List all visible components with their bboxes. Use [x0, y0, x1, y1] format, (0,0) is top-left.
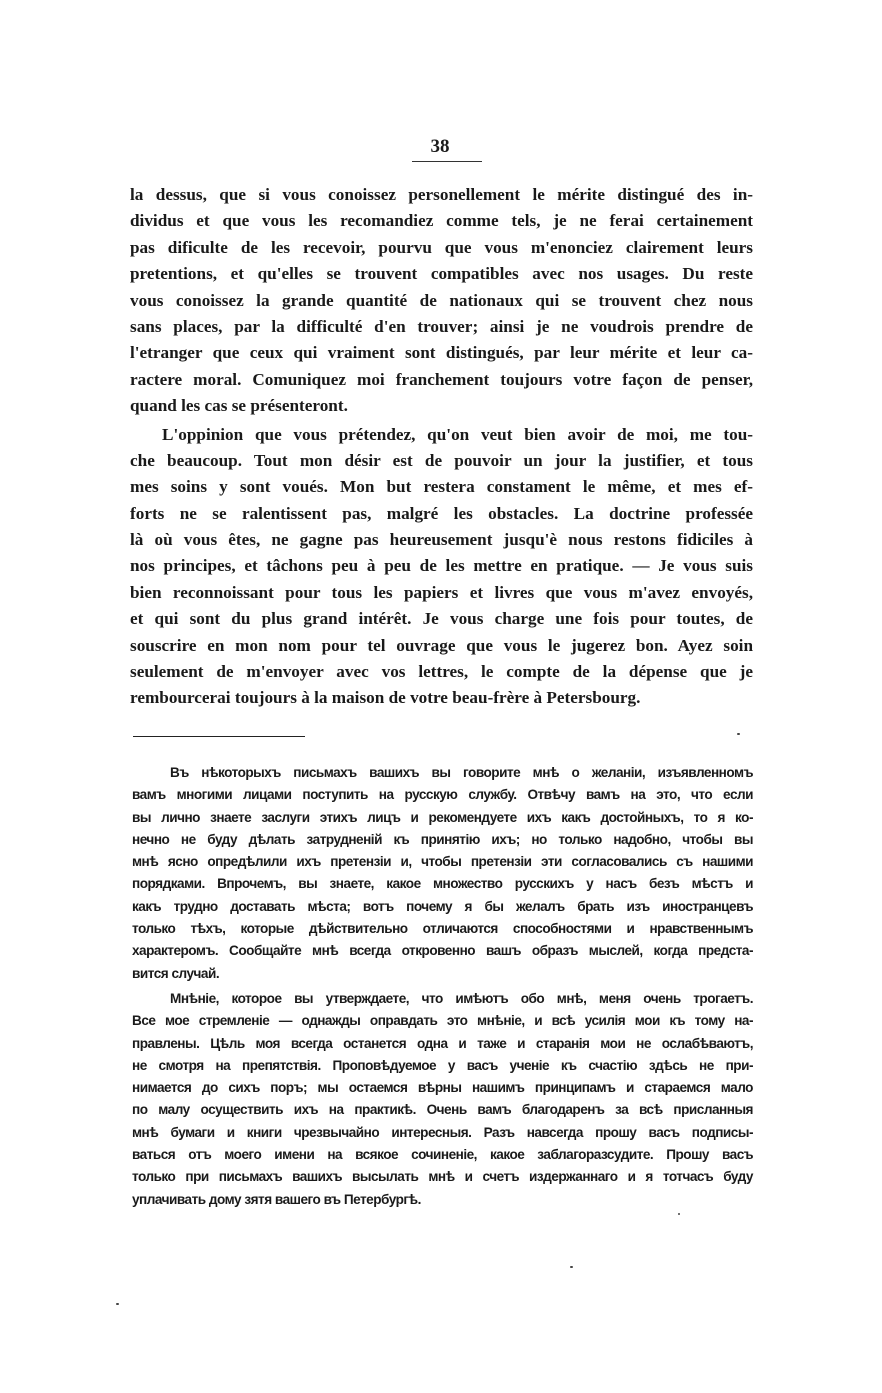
text-line: et qui sont du plus grand intérêt. Je vous charge une fois pour toutes, de	[130, 609, 753, 629]
text-line: какъ трудно доставать мѣста; вотъ почему я бы желалъ брать изъ иностранцевъ	[132, 898, 753, 914]
page-number-rule	[412, 161, 482, 162]
text-line: Въ нѣкоторыхъ письмахъ вашихъ вы говорите мнѣ о желаніи, изъявленномъ	[170, 765, 753, 780]
text-line: нечно не буду дѣлать затрудненій къ принятію ихъ; но только надобно, чтобы вы	[132, 831, 753, 847]
paragraph	[130, 182, 753, 420]
text-line: dividus et que vous les recomandiez comme tels, je ne ferai certainement	[130, 211, 753, 231]
scan-speck	[737, 733, 740, 735]
text-line: вится случай.	[132, 965, 220, 981]
text-line: правлены. Цѣль моя всегда останется одна и таже и старанія мои не ослабѣваютъ,	[132, 1035, 753, 1051]
page-number	[400, 136, 480, 158]
scan-speck	[570, 1266, 573, 1268]
text-line: l'etranger que ceux qui vraiment sont distingués, par leur mérite et leur ca-	[130, 343, 753, 363]
french-letter-text	[130, 182, 753, 712]
text-line: là où vous êtes, ne gagne pas heureusement jusqu'è nous restons fidiciles à	[130, 530, 753, 550]
text-line: нимается до сихъ поръ; мы остаемся вѣрны нашимъ принципамъ и стараемся мало	[132, 1080, 753, 1096]
text-line: pas dificulte de les recevoir, pourvu que vous m'enonciez clairement leurs	[130, 237, 753, 257]
text-line: che beaucoup. Tout mon désir est de pouvoir un jour la justifier, et tous	[130, 450, 753, 470]
scan-speck	[116, 1303, 119, 1305]
text-line: souscrire en mon nom pour tel ouvrage que vous le jugerez bon. Ayez soin	[130, 635, 753, 655]
text-line: forts ne se ralentissent pas, malgré les obstacles. La doctrine professée	[130, 503, 753, 523]
scan-speck	[678, 1213, 680, 1215]
text-line: sans places, par la difficulté d'en trouver; ainsi je ne voudrois prendre de	[130, 316, 753, 336]
text-line: L'oppinion que vous prétendez, qu'on veut bien avoir de moi, me tou-	[162, 424, 753, 444]
text-line: la dessus, que si vous conoissez personellement le mérite distingué des in-	[130, 185, 753, 204]
text-line: по малу осуществить ихъ на практикѣ. Очень вамъ благодаренъ за всѣ присланныя	[132, 1102, 753, 1118]
text-line: Все мое стремленіе — однажды оправдать это мнѣніе, и всѣ усилія мои къ тому на-	[132, 1013, 753, 1029]
text-line: nos principes, et tâchons peu à peu de les mettre en pratique. — Je vous suis	[130, 556, 753, 576]
text-line: bien reconnoissant pour tous les papiers et livres que vous m'avez envoyés,	[130, 582, 753, 602]
footnote-divider	[133, 736, 305, 737]
text-line: уплачивать дому зятя вашего въ Петербургѣ.	[132, 1191, 421, 1207]
text-line: порядками. Впрочемъ, вы знаете, какое множество русскихъ у насъ безъ мѣстъ и	[132, 876, 753, 892]
text-line: не смотря на препятствія. Проповѣдуемое у васъ ученіе къ счастію здѣсь не при-	[132, 1057, 753, 1073]
paragraph	[132, 762, 753, 985]
text-line: ractere moral. Comuniquez moi franchement toujours votre façon de penser,	[130, 369, 753, 389]
text-line: rembourcerai toujours à la maison de votre beau-frère à Petersbourg.	[130, 688, 641, 708]
text-line: Мнѣніе, которое вы утверждаете, что имѣютъ обо мнѣ, меня очень трогаетъ.	[170, 990, 753, 1006]
text-line: характеромъ. Сообщайте мнѣ всегда откровенно вашъ образъ мыслей, когда предста-	[132, 943, 753, 959]
text-line: vous conoissez la grande quantité de nationaux qui se trouvent chez nous	[130, 290, 753, 310]
text-line: вамъ многими лицами поступить на русскую службу. Отвѣчу вамъ на это, что если	[132, 787, 753, 803]
text-line: вы лично знаете заслуги этихъ лицъ и рекомендуете ихъ какъ достойныхъ, то я ко-	[132, 809, 753, 825]
paragraph	[132, 988, 753, 1211]
page-number-text: 38	[430, 136, 450, 157]
text-line: pretentions, et qu'elles se trouvent compatibles avec nos usages. Du reste	[130, 264, 753, 284]
text-line: только тѣхъ, которые дѣйствительно отличаются способностями и нравственнымъ	[132, 921, 753, 937]
text-line: quand les cas se présenteront.	[130, 396, 348, 416]
russian-translation-text	[132, 762, 753, 1211]
text-line: ваться отъ моего имени на всякое сочиненіе, какое заблагоразсудите. Прошу васъ	[132, 1147, 753, 1163]
paragraph	[130, 422, 753, 712]
text-line: seulement de m'envoyer avec vos lettres, le compte de la dépense que je	[130, 662, 753, 682]
text-line: mes soins y sont voués. Mon but restera constament le même, et mes ef-	[130, 477, 753, 497]
text-line: мнѣ ясно опредѣлили ихъ претензіи и, чтобы претензіи эти согласовались съ нашими	[132, 854, 753, 870]
text-line: мнѣ бумаги и книги чрезвычайно интересныя. Разъ навсегда прошу васъ подписы-	[132, 1124, 753, 1140]
text-line: только при письмахъ вашихъ высылать мнѣ и счетъ издержаннаго и я тотчасъ буду	[132, 1169, 753, 1185]
